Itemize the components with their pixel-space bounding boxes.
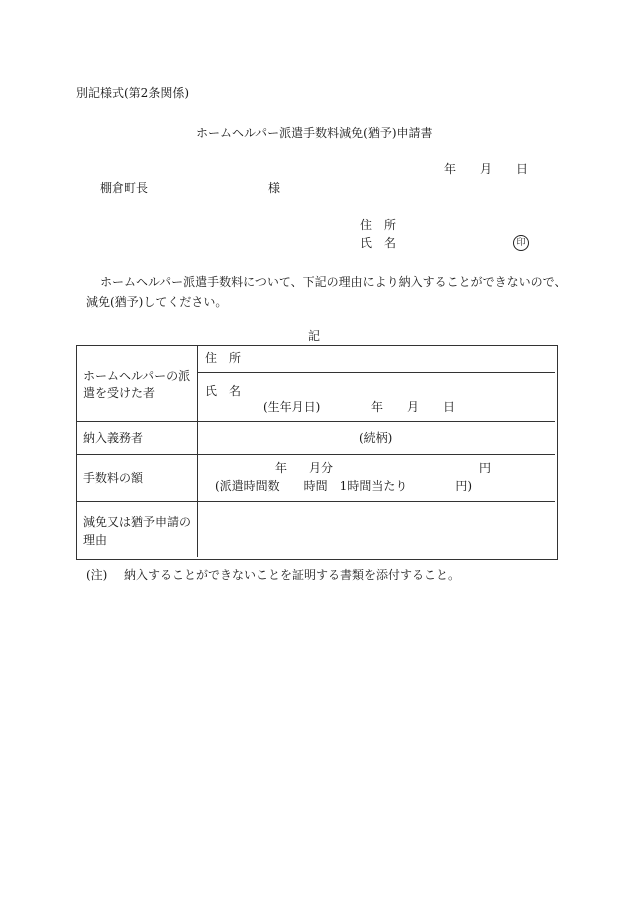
document-title: ホームヘルパー派遣手数料減免(猶予)申請書 [196,126,433,140]
form-number: 別記様式(第2条関係) [76,86,189,100]
fee-month-label: 月分 [309,461,334,475]
applicant-name-label: 氏 名 [360,236,397,250]
addressee-honorific: 様 [268,181,281,195]
payer-label: 納入義務者 [83,431,144,445]
dispatch-detail: (派遣時間数 時間 1時間当たり 円) [215,479,472,493]
birth-day-label: 日 [443,400,456,414]
recipient-label-line-1: ホームヘルパーの派 [83,369,191,383]
addressee-name: 棚倉町長 [100,181,149,195]
birth-year-label: 年 [371,400,384,414]
fee-yen-label: 円 [479,461,492,475]
date-month-label: 月 [480,162,493,176]
recipient-label-line-2: 遣を受けた者 [83,386,156,400]
birthdate-label: (生年月日) [263,400,321,414]
recipient-address-label: 住 所 [205,351,242,365]
row-divider-payer [77,454,555,455]
fee-label: 手数料の額 [83,471,144,485]
recipient-name-label: 氏 名 [205,384,242,398]
application-table [76,345,558,560]
row-divider-fee [77,501,555,502]
table-column-divider [197,346,198,557]
ki-heading: 記 [308,329,321,343]
reason-label-line-1: 減免又は猶予申請の [83,515,192,529]
relation-label: (続柄) [359,431,393,445]
row-divider-recipient [77,421,555,422]
body-text-line-1: ホームヘルパー派遣手数料について、下記の理由により納入することができないので、 [100,275,567,289]
applicant-address-label: 住 所 [360,218,397,232]
row-divider-address [197,372,555,373]
reason-label-line-2: 理由 [83,533,108,547]
seal-mark [513,235,529,251]
date-year-label: 年 [444,162,457,176]
seal-mark-text: 印 [516,238,526,248]
birth-month-label: 月 [407,400,420,414]
note-text: 納入することができないことを証明する書類を添付すること。 [124,568,461,582]
body-text-line-2: 減免(猶予)してください。 [86,295,228,309]
note-marker: (注) [86,568,108,582]
date-day-label: 日 [516,162,529,176]
fee-year-label: 年 [275,461,288,475]
